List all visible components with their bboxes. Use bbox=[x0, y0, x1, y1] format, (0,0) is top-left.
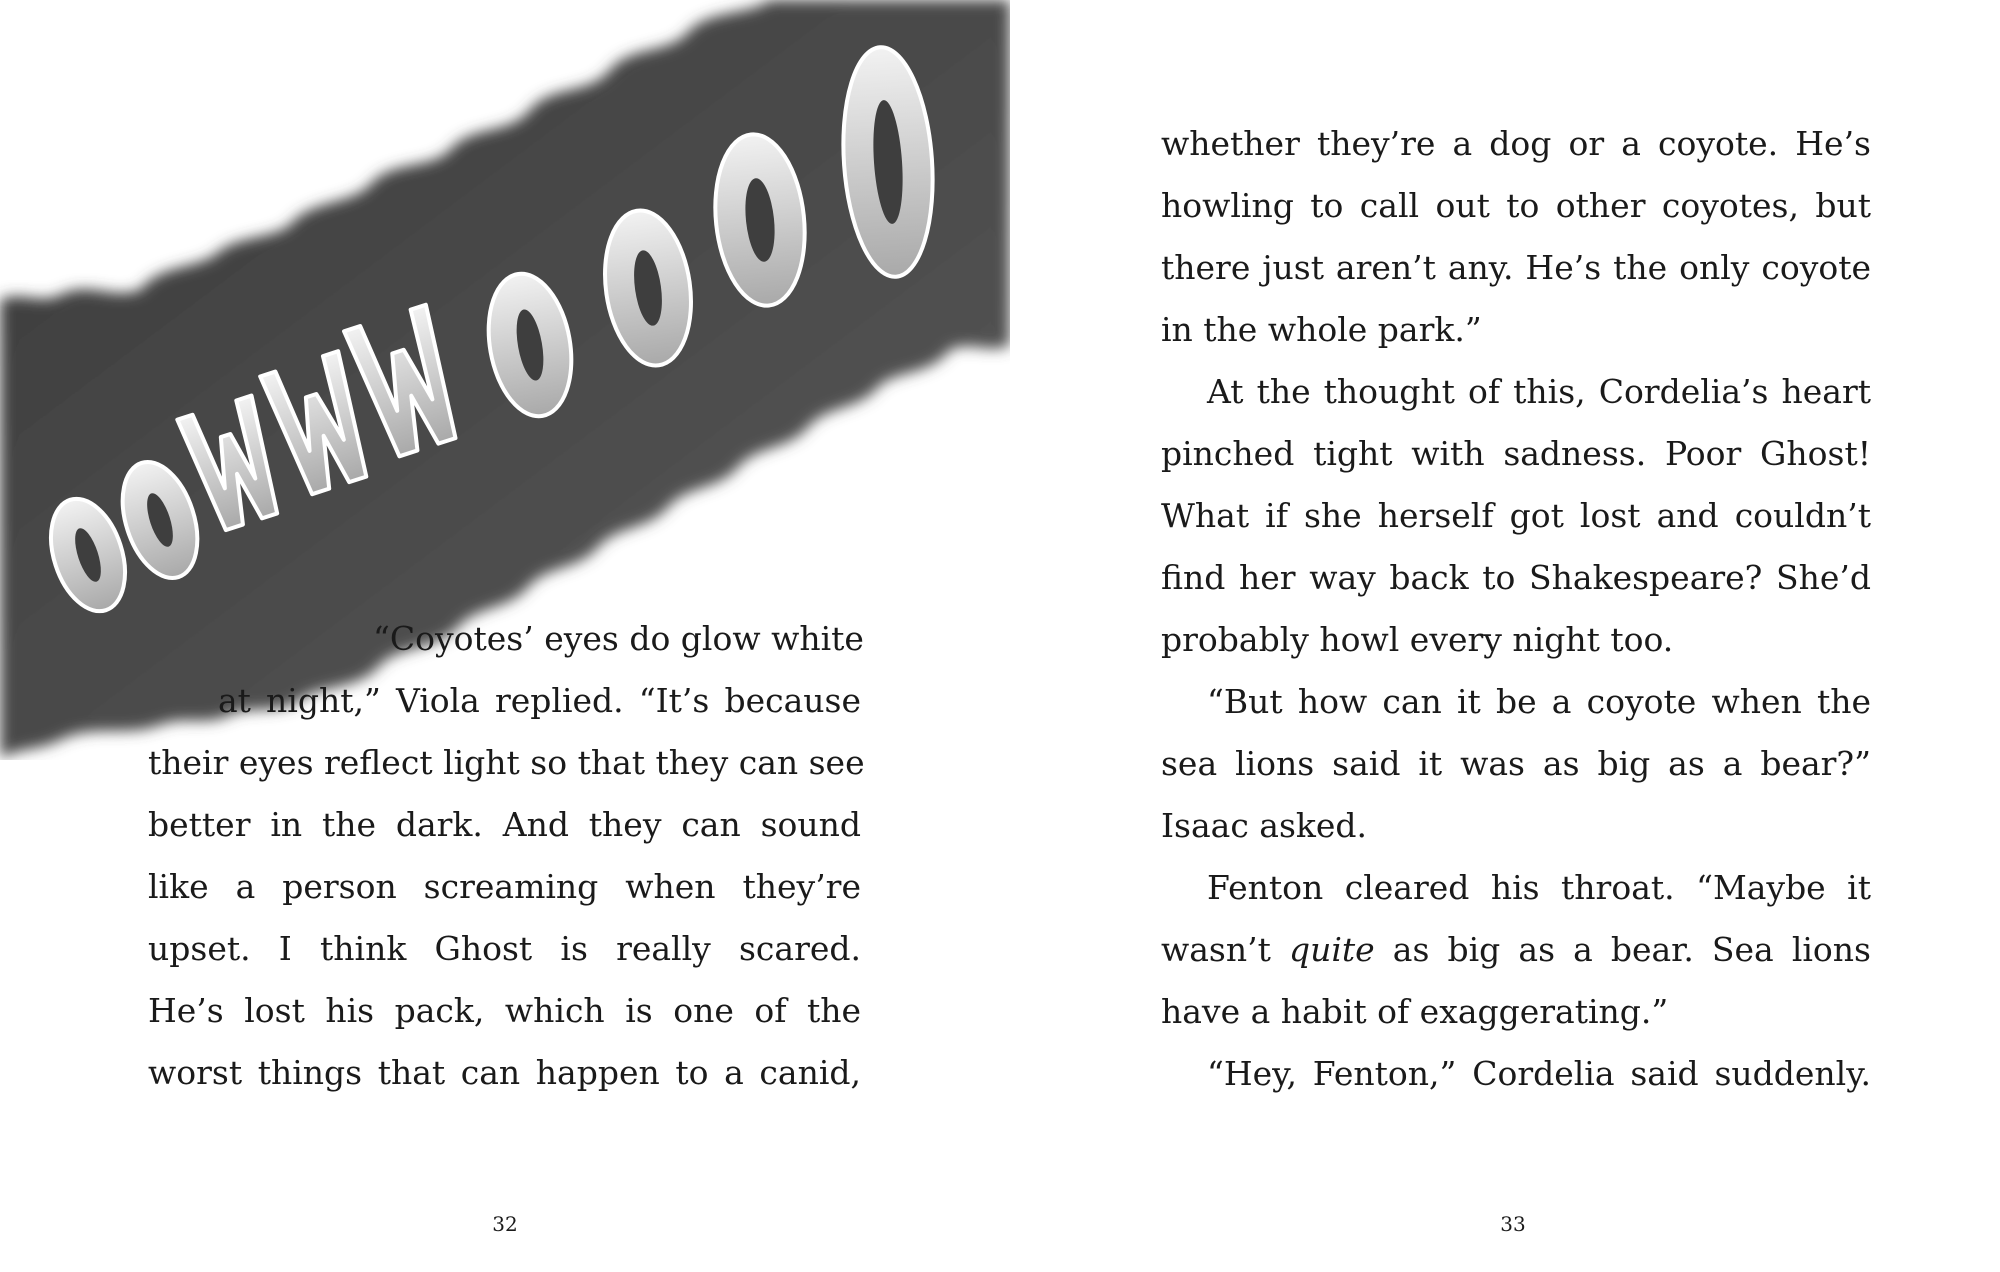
text-line: in the whole park.” bbox=[1161, 310, 1482, 349]
text-line: sea lions said it was as big as a bear?” bbox=[1161, 744, 1871, 783]
text-line: Isaac asked. bbox=[1161, 806, 1368, 845]
text-line: at night,” Viola replied. “It’s because bbox=[218, 681, 861, 720]
text-line: Fenton cleared his throat. “Maybe it bbox=[1207, 868, 1871, 907]
text-line: whether they’re a dog or a coyote. He’s bbox=[1161, 124, 1871, 163]
text-line: better in the dark. And they can sound bbox=[148, 805, 861, 844]
text-line: “Coyotes’ eyes do glow white bbox=[373, 619, 864, 658]
text-line: worst things that can happen to a canid, bbox=[148, 1053, 861, 1092]
text-line: like a person screaming when they’re bbox=[148, 867, 861, 906]
text-line: their eyes reflect light so that they can see bbox=[148, 743, 865, 782]
text-line: have a habit of exaggerating.” bbox=[1161, 992, 1669, 1031]
text-line: pinched tight with sadness. Poor Ghost! bbox=[1161, 434, 1871, 473]
text-line-with-italic bbox=[1161, 919, 1871, 981]
text-line: probably howl every night too. bbox=[1161, 620, 1674, 659]
right-page bbox=[1000, 0, 2000, 1272]
text-line: What if she herself got lost and couldn’t bbox=[1161, 496, 1871, 535]
italic-word: quite bbox=[1288, 930, 1375, 969]
page-number: 33 bbox=[1500, 1212, 1526, 1236]
text-line: howling to call out to other coyotes, but bbox=[1161, 186, 1871, 225]
text-line: He’s lost his pack, which is one of the bbox=[148, 991, 861, 1030]
text-line: find her way back to Shakespeare? She’d bbox=[1161, 558, 1871, 597]
text-line: At the thought of this, Cordelia’s heart bbox=[1207, 372, 1871, 411]
text-line: “Hey, Fenton,” Cordelia said suddenly. bbox=[1207, 1054, 1871, 1093]
line-prefix: wasn’t bbox=[1161, 930, 1271, 969]
text-line: “But how can it be a coyote when the bbox=[1207, 682, 1871, 721]
line-remainder: as big as a bear. Sea lions bbox=[1392, 930, 1871, 969]
page-number: 32 bbox=[492, 1212, 518, 1236]
text-line: there just aren’t any. He’s the only coyote bbox=[1161, 248, 1871, 287]
text-line: upset. I think Ghost is really scared. bbox=[148, 929, 861, 968]
